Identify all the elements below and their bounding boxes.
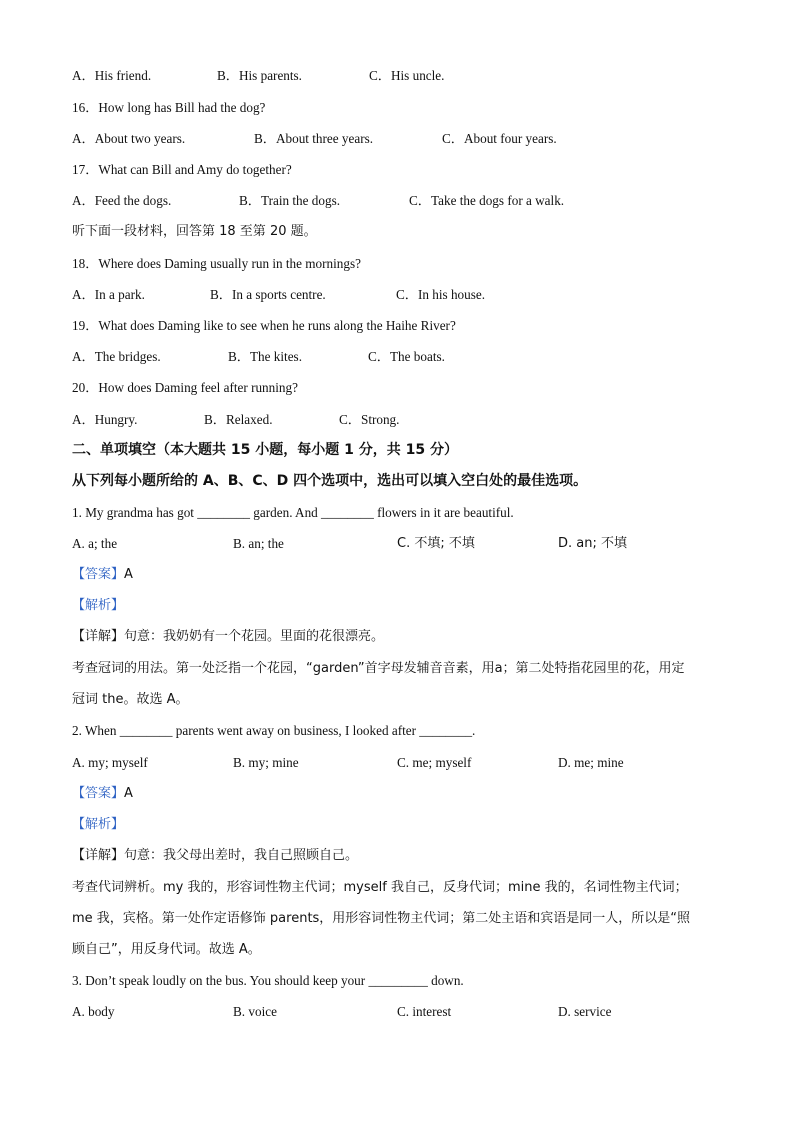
q17-option-c: C．Take the dogs for a walk. <box>409 193 565 208</box>
detail-label: 【详解】 <box>72 629 125 644</box>
s1-option-a: A. a; the <box>72 536 118 551</box>
q18-option-b: B．In a sports centre. <box>210 287 326 302</box>
q19-option-c: C．The boats. <box>368 349 445 364</box>
q20-option-c: C．Strong. <box>339 412 400 427</box>
q15-option-c: C．His uncle. <box>369 68 445 83</box>
q20-option-b: B．Relaxed. <box>204 412 273 427</box>
q18-stem: 18．Where does Daming usually run in the mornings? <box>72 256 361 271</box>
s1-option-c: C. 不填; 不填 <box>397 536 475 551</box>
q17-stem: 17．What can Bill and Amy do together? <box>72 162 292 177</box>
s2-detail-row <box>72 847 358 865</box>
s1-detail-row <box>72 628 384 646</box>
section2-title: 二、单项填空（本大题共 15 小题，每小题 1 分，共 15 分） <box>72 442 458 458</box>
q16-option-c: C．About four years. <box>442 131 557 146</box>
s2-option-b: B. my; mine <box>233 755 299 770</box>
q15-option-a: A．His friend. <box>72 68 152 83</box>
s3-option-d: D. service <box>558 1004 612 1019</box>
analysis-label: 【解析】 <box>72 598 125 613</box>
q17-option-b: B．Train the dogs. <box>239 193 340 208</box>
q16-stem: 16．How long has Bill had the dog? <box>72 100 266 115</box>
q17-option-a: A．Feed the dogs. <box>72 193 172 208</box>
section2-instruction: 从下列每小题所给的 A、B、C、D 四个选项中，选出可以填入空白处的最佳选项。 <box>72 473 588 489</box>
s2-option-d: D. me; mine <box>558 755 624 770</box>
q16-option-b: B．About three years. <box>254 131 374 146</box>
s3-option-b: B. voice <box>233 1004 277 1019</box>
analysis-label: 【解析】 <box>72 817 125 832</box>
s2-stem: 2. When ________ parents went away on business, I looked after ________. <box>72 723 476 738</box>
s1-stem: 1. My grandma has got ________ garden. And ________ flowers in it are beautiful. <box>72 505 514 520</box>
s1-explain-1: 考查冠词的用法。第一处泛指一个花园，“garden”首字母发辅音音素，用a；第二处特指花园里的花，用定 <box>72 661 685 676</box>
answer-label: 【答案】 <box>72 567 125 582</box>
q19-option-b: B．The kites. <box>228 349 302 364</box>
s2-detail: 句意：我父母出差时，我自己照顾自己。 <box>124 848 359 863</box>
s2-explain-3: 顾自己”，用反身代词。故选 A。 <box>72 942 261 957</box>
s2-answer-row <box>72 785 133 803</box>
s1-answer-row <box>72 566 133 584</box>
s2-explain-2: me 我，宾格。第一处作定语修饰 parents，用形容词性物主代词；第二处主语和宾语是同一人，所以是“照 <box>72 911 691 926</box>
s3-option-a: A. body <box>72 1004 115 1019</box>
q19-option-a: A．The bridges. <box>72 349 161 364</box>
answer-label: 【答案】 <box>72 786 125 801</box>
s2-option-a: A. my; myself <box>72 755 148 770</box>
s2-answer: A <box>124 786 133 801</box>
s1-answer: A <box>124 567 133 582</box>
q15-option-b: B．His parents. <box>217 68 302 83</box>
s1-detail: 句意：我奶奶有一个花园。里面的花很漂亮。 <box>124 629 385 644</box>
s1-explain-2: 冠词 the。故选 A。 <box>72 692 189 707</box>
q20-option-a: A．Hungry. <box>72 412 138 427</box>
q20-stem: 20．How does Daming feel after running? <box>72 380 298 395</box>
s1-option-b: B. an; the <box>233 536 284 551</box>
s1-option-d: D. an; 不填 <box>558 536 627 551</box>
s3-option-c: C. interest <box>397 1004 452 1019</box>
detail-label: 【详解】 <box>72 848 125 863</box>
s2-explain-1: 考查代词辨析。my 我的，形容词性物主代词；myself 我自己，反身代词；mine 我的，名词性物主代词； <box>72 880 688 895</box>
q18-option-a: A．In a park. <box>72 287 145 302</box>
s3-stem: 3. Don’t speak loudly on the bus. You should keep your _________ down. <box>72 973 464 988</box>
q19-stem: 19．What does Daming like to see when he runs along the Haihe River? <box>72 318 456 333</box>
s2-option-c: C. me; myself <box>397 755 472 770</box>
q18-option-c: C．In his house. <box>396 287 486 302</box>
q16-option-a: A．About two years. <box>72 131 186 146</box>
instruction-18-20: 听下面一段材料，回答第 18 至第 20 题。 <box>72 224 317 239</box>
